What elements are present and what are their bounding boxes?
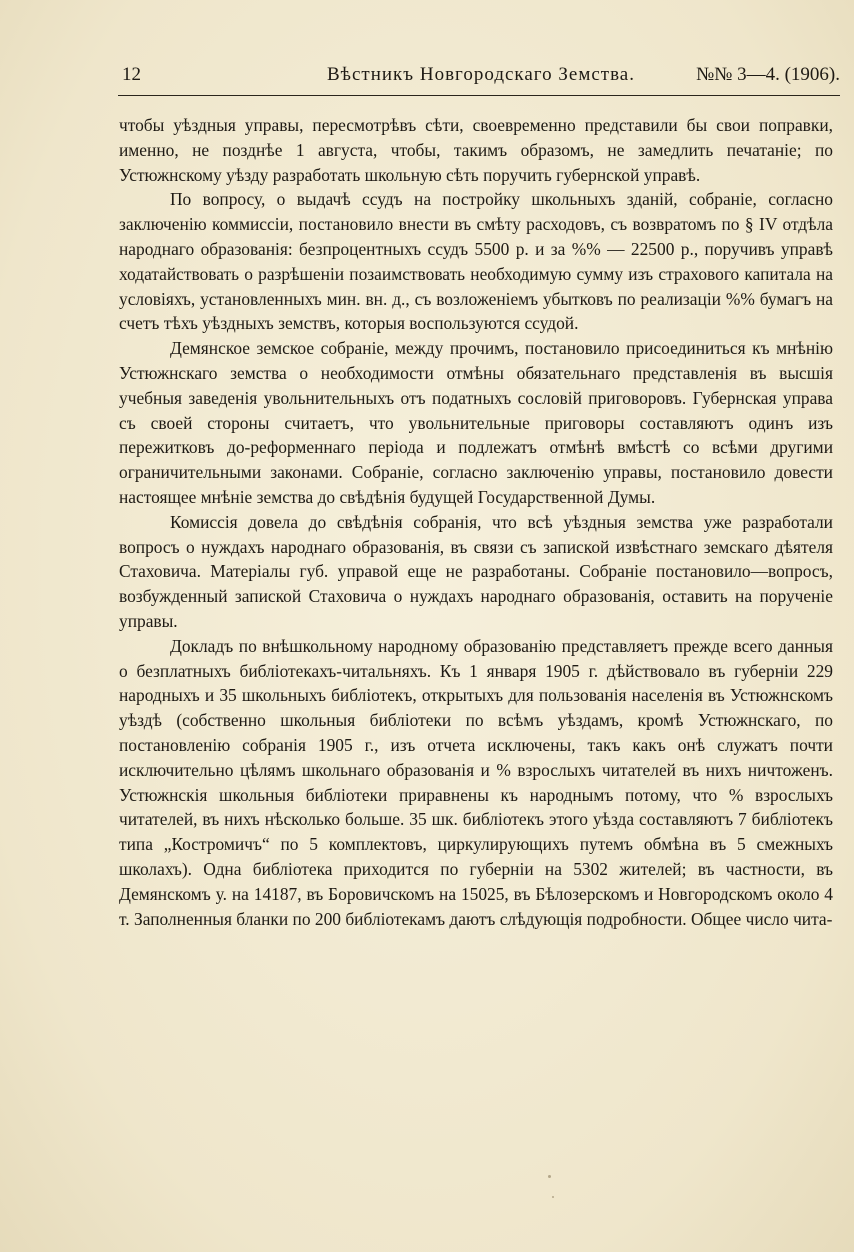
- page-number: 12: [122, 64, 141, 85]
- paragraph-continued: чтобы уѣздныя управы, пересмотрѣвъ сѣти, своевременно представили бы свои поправки, именно, не позднѣе 1 августа, чтобы, такимъ образомъ, не замедлить печатаніе; по Устюжнскому уѣзду разработать школьную сѣть поручить губернской управѣ.: [119, 115, 833, 185]
- paragraph-school-loans: По вопросу, о выдачѣ ссудъ на постройку школьныхъ зданій, собраніе, согласно заключенію коммиссіи, постановило внести въ смѣту расходовъ, съ возвратомъ по § IV отдѣла народнаго образованія: безпроцентныхъ ссудъ 5500 р. и за %% — 22500 р., поручивъ управѣ ходатайствовать о разрѣшеніи позаимствовать необходимую сумму изъ страхового капитала на условіяхъ, установленныхъ мин. вн. д., съ возложеніемъ убытковъ по реализаціи %% бумагъ на счетъ тѣхъ уѣздныхъ земствъ, которыя воспользуются ссудой.: [119, 189, 833, 334]
- paragraph-commission: Комиссія довела до свѣдѣнія собранія, что всѣ уѣздныя земства уже разработали вопросъ о нуждахъ народнаго образованія, въ связи съ запиской извѣстнаго земскаго дѣятеля Стаховича. Матеріалы губ. управой еще не разработаны. Собраніе постановило—вопросъ, возбужденный запиской Стаховича о нуждахъ народнаго образованія, оставить на порученіе управы.: [119, 511, 833, 631]
- paragraph-libraries-report: Докладъ по внѣшкольному народному образованію представляетъ прежде всего данныя о безплатныхъ библіотекахъ-читальняхъ. Къ 1 января 1905 г. дѣйствовало въ губерніи 229 народныхъ и 35 школьныхъ библіотекъ, открытыхъ для пользованія населенія въ Устюжнскомъ уѣздѣ (собственно школьныя библіотеки по всѣмъ уѣздамъ, кромѣ Устюжнскаго, по постановленію собранія 1905 г., изъ отчета исключены, такъ какъ онѣ служатъ почти исключительно цѣлямъ школьнаго образованія и % взрослыхъ читателей въ нихъ ничтоженъ. Устюжнскія школьныя библіотеки приравнены къ народнымъ потому, что % взрослыхъ читателей, въ нихъ нѣсколько больше. 35 шк. библіотекъ этого уѣзда составляютъ 7 библіотекъ типа „Костромичъ“ по 5 комплектовъ, циркулирующихъ путемъ обмѣна въ 5 смежныхъ школахъ). Одна библіотека приходится по губерніи на 5302 жителей; въ частности, въ Демянскомъ у. на 14187, въ Боровичскомъ на 15025, въ Бѣлозерскомъ и Новгородскомъ около 4 т. Заполненныя бланки по 200 библіотекамъ даютъ слѣдующія подробности. Общее число чита-: [119, 635, 833, 929]
- header-rule: [118, 95, 840, 96]
- paper-speck: [552, 1196, 554, 1198]
- paper-speck: [548, 1175, 551, 1178]
- running-title: Вѣстникъ Новгородскаго Земства.: [327, 64, 635, 85]
- page-header: [122, 62, 840, 92]
- issue-number: №№ 3—4. (1906).: [696, 64, 840, 85]
- paragraph-demyansk-assembly: Демянское земское собраніе, между прочимъ, постановило присоединиться къ мнѣнію Устюжнскаго земства о необходимости отмѣны обязательнаго представленія въ высшія учебныя заведенія увольнительныхъ отъ податныхъ сословій приговоровъ. Губернская управа съ своей стороны считаетъ, что увольнительные приговоры составляютъ одинъ изъ пережитковъ до-реформеннаго періода и подлежатъ отмѣнѣ вмѣстѣ со всѣми другими ограничительными законами. Собраніе, согласно заключенію управы, постановило довести настоящее мнѣніе земства до свѣдѣнія будущей Государственной Думы.: [119, 338, 833, 507]
- body-text: [119, 113, 833, 931]
